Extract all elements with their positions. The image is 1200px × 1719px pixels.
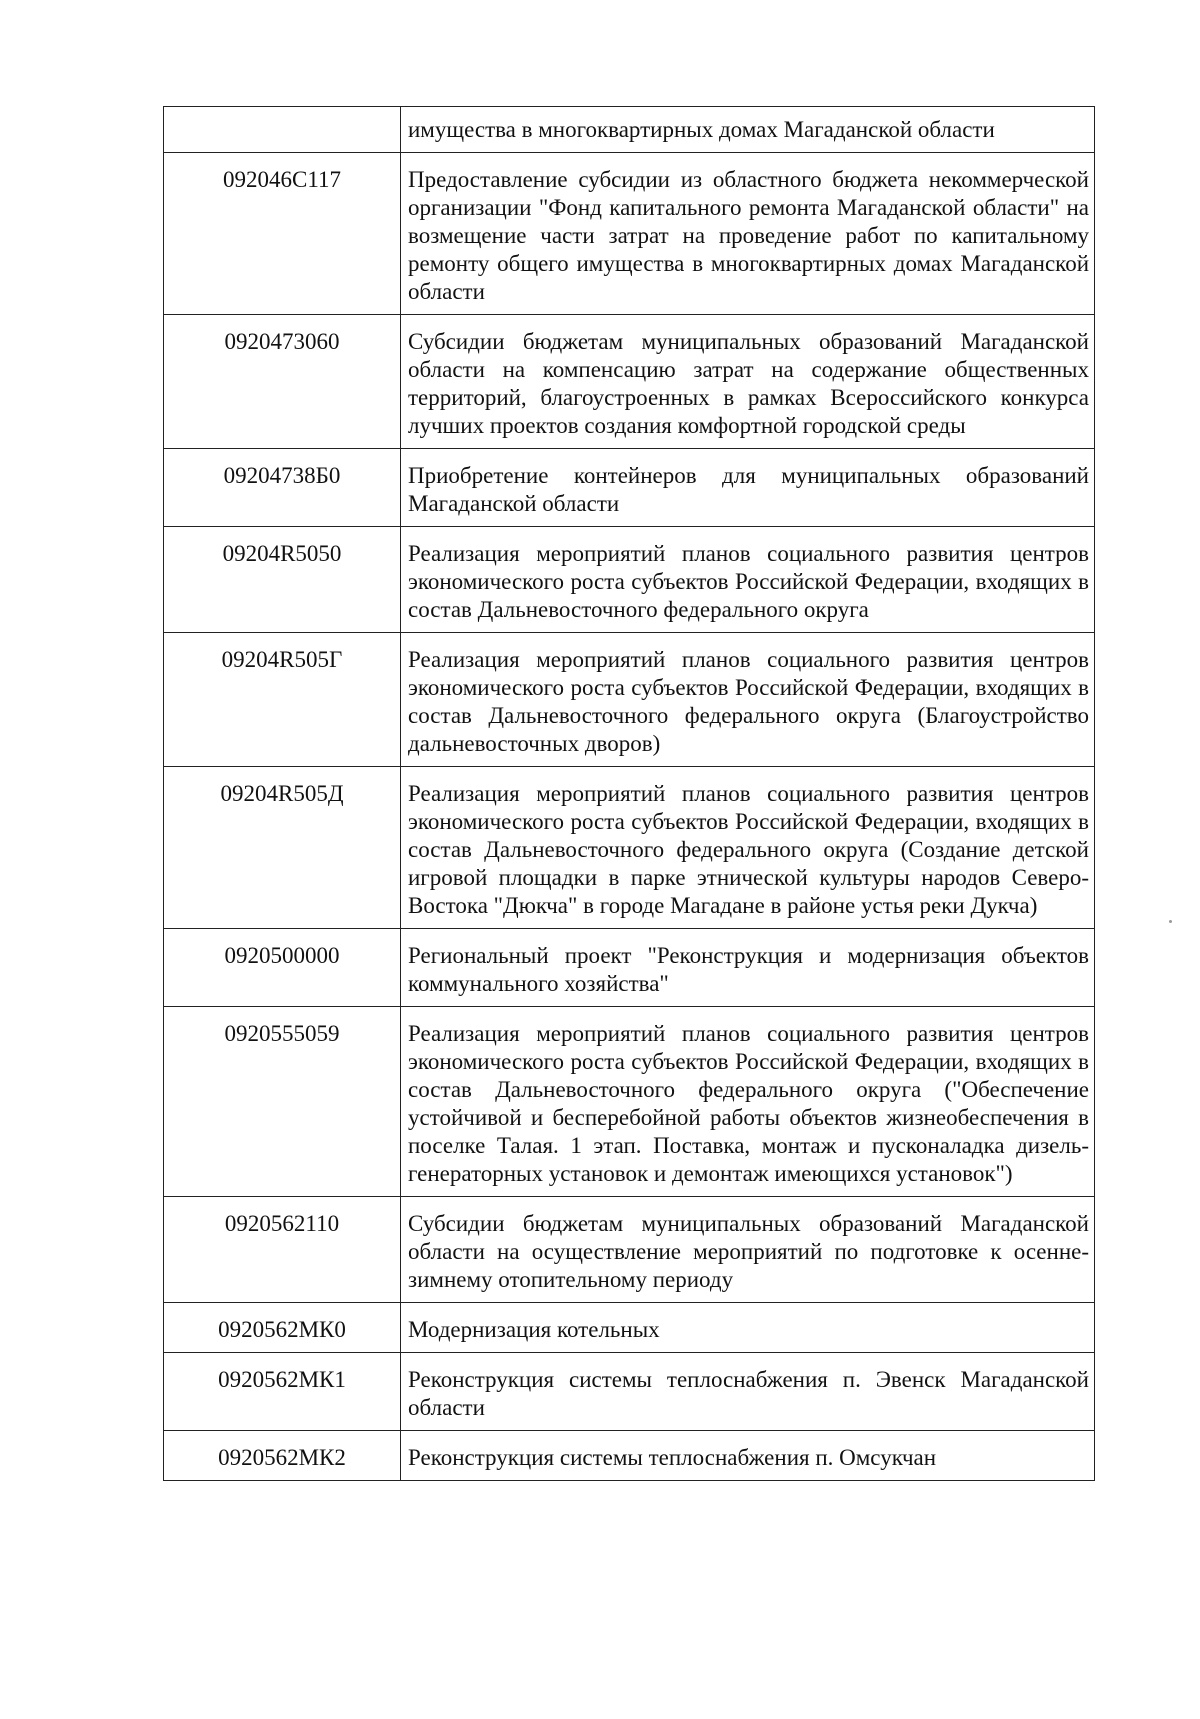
row-code [164, 107, 401, 153]
table-row [164, 1197, 1095, 1303]
table-row [164, 1303, 1095, 1353]
row-description: Реконструкция системы теплоснабжения п. Эвенск Магаданской области [401, 1353, 1095, 1431]
table-row [164, 107, 1095, 153]
row-description: Реконструкция системы теплоснабжения п. Омсукчан [401, 1431, 1095, 1481]
row-code: 0920562МК2 [164, 1431, 401, 1481]
table-row [164, 1431, 1095, 1481]
row-code: 0920562МК0 [164, 1303, 401, 1353]
table-row [164, 767, 1095, 929]
row-description: имущества в многоквартирных домах Магаданской области [401, 107, 1095, 153]
table-row [164, 315, 1095, 449]
row-code: 0920555059 [164, 1007, 401, 1197]
row-description: Предоставление субсидии из областного бюджета некоммерческой организации "Фонд капитального ремонта Магаданской области" на возмещение части затрат на проведение работ по капитальному ремонту общего имущества в многоквартирных домах Магаданской области [401, 153, 1095, 315]
row-code: 09204738Б0 [164, 449, 401, 527]
row-code: 0920562110 [164, 1197, 401, 1303]
row-description: Модернизация котельных [401, 1303, 1095, 1353]
table-row [164, 153, 1095, 315]
row-description: Реализация мероприятий планов социального развития центров экономического роста субъектов Российской Федерации, входящих в состав Дальневосточного федерального округа (Создание детской игровой площадки в парке этнической культуры народов Северо-Востока "Дюкча" в городе Магадане в районе устья реки Дукча) [401, 767, 1095, 929]
table-row [164, 1353, 1095, 1431]
row-code: 09204R5050 [164, 527, 401, 633]
row-code: 0920473060 [164, 315, 401, 449]
row-description: Реализация мероприятий планов социального развития центров экономического роста субъектов Российской Федерации, входящих в состав Дальневосточного федерального округа ("Обеспечение устойчивой и бесперебойной работы объектов жизнеобеспечения в поселке Талая. 1 этап. Поставка, монтаж и пусконаладка дизель-генераторных установок и демонтаж имеющихся установок") [401, 1007, 1095, 1197]
row-code: 09204R505Г [164, 633, 401, 767]
scan-speck [1169, 920, 1172, 923]
row-code: 0920500000 [164, 929, 401, 1007]
table-row [164, 1007, 1095, 1197]
table-row [164, 449, 1095, 527]
row-description: Приобретение контейнеров для муниципальных образований Магаданской области [401, 449, 1095, 527]
table-row [164, 527, 1095, 633]
row-description: Региональный проект "Реконструкция и модернизация объектов коммунального хозяйства" [401, 929, 1095, 1007]
row-description: Реализация мероприятий планов социального развития центров экономического роста субъектов Российской Федерации, входящих в состав Дальневосточного федерального округа (Благоустройство дальневосточных дворов) [401, 633, 1095, 767]
table-row [164, 929, 1095, 1007]
row-description: Реализация мероприятий планов социального развития центров экономического роста субъектов Российской Федерации, входящих в состав Дальневосточного федерального округа [401, 527, 1095, 633]
row-description: Субсидии бюджетам муниципальных образований Магаданской области на осуществление мероприятий по подготовке к осенне-зимнему отопительному периоду [401, 1197, 1095, 1303]
row-code: 092046С117 [164, 153, 401, 315]
row-description: Субсидии бюджетам муниципальных образований Магаданской области на компенсацию затрат на содержание общественных территорий, благоустроенных в рамках Всероссийского конкурса лучших проектов создания комфортной городской среды [401, 315, 1095, 449]
row-code: 0920562МК1 [164, 1353, 401, 1431]
budget-codes-table [163, 106, 1095, 1481]
table-row [164, 633, 1095, 767]
row-code: 09204R505Д [164, 767, 401, 929]
